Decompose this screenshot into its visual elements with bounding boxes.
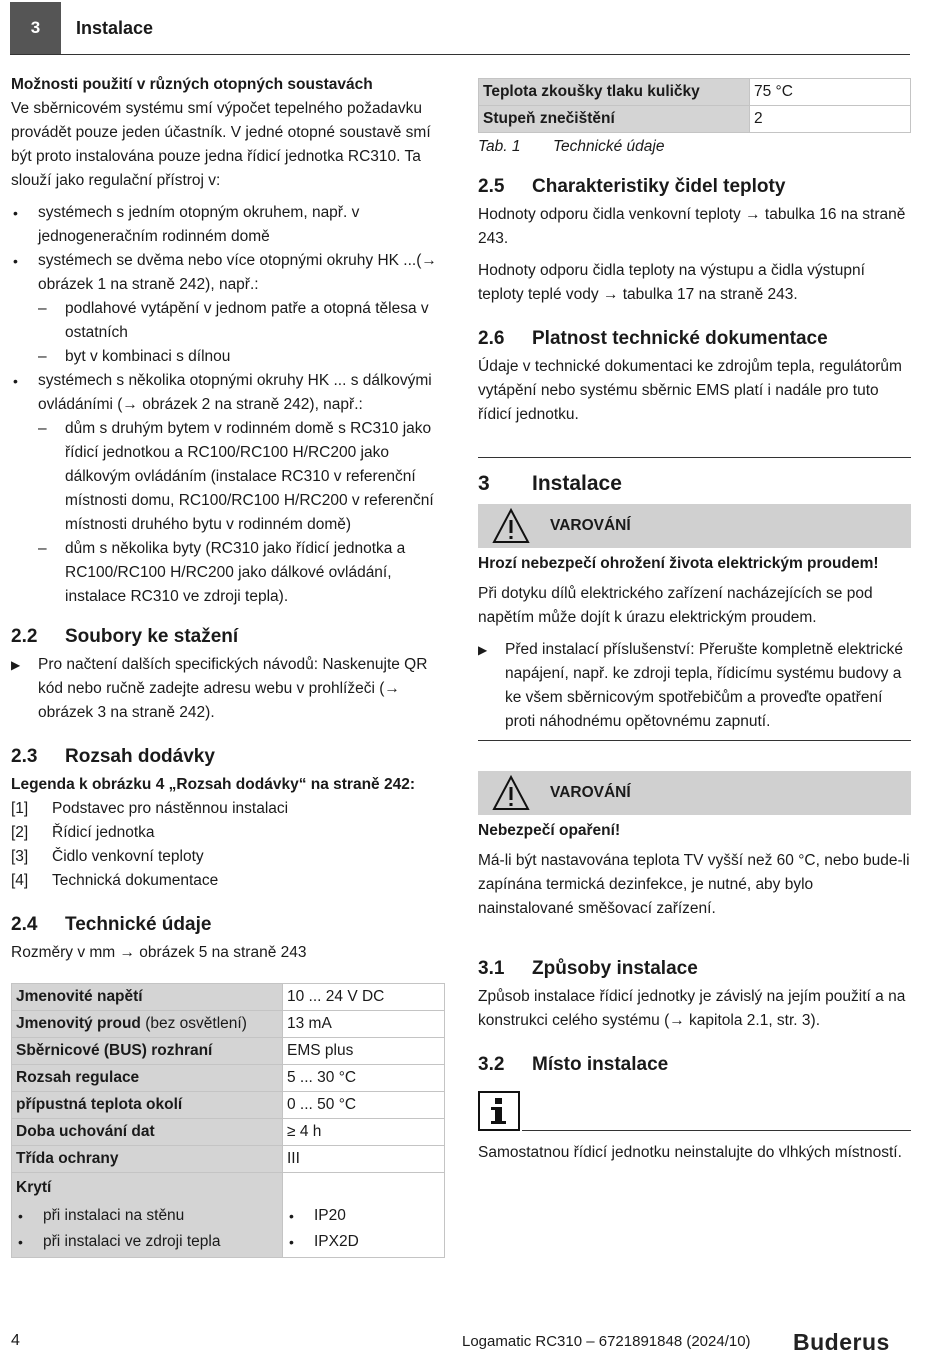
section-heading-3-1 <box>478 957 911 981</box>
technical-data-table-continued <box>478 78 911 133</box>
legend-text: Podstavec pro nástěnnou instalaci <box>52 800 289 817</box>
legend-item <box>11 845 446 869</box>
warning-heading: Nebezpečí opaření! <box>478 822 621 839</box>
legend-key: [4] <box>11 872 29 889</box>
table-value: 2 <box>750 106 911 133</box>
section-heading-2-5 <box>478 175 911 199</box>
table-row <box>12 1119 445 1146</box>
legend-heading: Legenda k obrázku 4 „Rozsah dodávky“ na straně 242: <box>11 776 415 793</box>
table-row <box>12 1173 445 1258</box>
section-number: 2.5 <box>478 176 505 197</box>
legend-text: Čidlo venkovní teploty <box>52 848 204 865</box>
usage-item-text: systémech s jedním otopným okruhem, např. v jednogeneračním rodinném domě <box>38 204 360 245</box>
chapter-number: 3 <box>10 2 61 54</box>
warning-triangle-icon <box>492 508 530 544</box>
technical-data-table <box>11 983 445 1258</box>
info-block <box>478 1091 911 1131</box>
section-number: 2.6 <box>478 328 505 349</box>
protection-list <box>16 1203 278 1255</box>
warning-heading: Hrozí nebezpečí ohrožení života elektrickým proudem! <box>478 555 879 572</box>
info-rule <box>522 1130 911 1131</box>
table-row <box>12 1146 445 1173</box>
table-value: 0 ... 50 °C <box>283 1092 445 1119</box>
legend-item <box>11 869 446 893</box>
chapter-title: Instalace <box>76 18 154 38</box>
warning-paragraph: Při dotyku dílů elektrického zařízení nacházejících se pod napětím může dojít k úrazu elektrickým proudem. <box>478 585 873 626</box>
legend-item <box>11 797 446 821</box>
legend-list <box>11 797 446 893</box>
usage-subitem: – byt v kombinaci s dílnou <box>38 345 446 369</box>
usage-sublist <box>38 417 446 609</box>
sensor-paragraph-1: Hodnoty odporu čidla venkovní teploty → tabulka 16 na straně 243. <box>478 206 906 247</box>
section-number: 3.1 <box>478 958 505 979</box>
table-label: Jmenovité napětí <box>12 984 283 1011</box>
warning-step <box>478 638 911 740</box>
section-title: Místo instalace <box>532 1054 669 1075</box>
table-value: 75 °C <box>750 79 911 106</box>
options-paragraph: Ve sběrnicovém systému smí výpočet tepelného požadavku provádět pouze jeden účastník. V jedné otopné soustavě smí být proto instalována pouze jedna řídicí jednotka RC310. Ta slouží jako regulační přístroj v: <box>11 100 431 189</box>
page-header <box>10 2 910 55</box>
step-text: Pro načtení dalších specifických návodů: Naskenujte QR kód nebo ručně zadejte adresu webu v prohlížeči (→ obrázek 3 na straně 242). <box>38 656 428 721</box>
section-heading-3-2 <box>478 1053 911 1077</box>
protection-value: • IPX2D <box>287 1229 440 1255</box>
options-heading: Možnosti použití v různých otopných soustavách <box>11 76 373 93</box>
usage-item-text: systémech s několika otopnými okruhy HK ... s dálkovými ovládáními (→ obrázek 2 na straně 242), např.: <box>38 372 432 413</box>
table-label-cell <box>12 1173 283 1258</box>
protection-value: • IP20 <box>287 1203 440 1229</box>
section-title: Soubory ke stažení <box>65 626 239 647</box>
table-label: Doba uchování dat <box>12 1119 283 1146</box>
warning-label: VAROVÁNÍ <box>550 784 631 801</box>
warning-banner-scalding <box>478 771 911 815</box>
chapter-title-inline: Instalace <box>532 472 622 495</box>
chapter-number-inline: 3 <box>478 472 490 495</box>
usage-subitem: – podlahové vytápění v jednom patře a otopná tělesa v ostatních <box>38 297 446 345</box>
info-paragraph: Samostatnou řídicí jednotku neinstalujte do vlhkých místností. <box>478 1144 902 1161</box>
table-row <box>12 984 445 1011</box>
section-heading-2-4 <box>11 913 446 937</box>
legend-key: [3] <box>11 848 29 865</box>
table-caption-number: Tab. 1 <box>478 138 521 155</box>
usage-sublist <box>38 297 446 369</box>
table-caption <box>478 135 911 159</box>
section-number: 2.4 <box>11 914 38 935</box>
section-heading-2-6 <box>478 327 911 351</box>
page-number: 4 <box>11 1332 20 1349</box>
download-step <box>11 653 446 725</box>
table-label: Rozsah regulace <box>12 1065 283 1092</box>
step-text: Před instalací příslušenství: Přerušte kompletně elektrické napájení, např. ke zdroji tepla, řídicímu systému budovy a ke všem sběrnicovým spotřebičům a proveďte opatření proti náhodnému opětovnému zapnutí. <box>505 641 904 730</box>
table-row <box>12 1011 445 1038</box>
table-row <box>479 106 911 133</box>
brand-logo: Buderus <box>793 1329 890 1355</box>
warning-banner-electric <box>478 504 911 548</box>
spacer <box>287 1175 440 1203</box>
protection-item: • při instalaci ve zdroji tepla <box>16 1229 278 1255</box>
dimensions-note: Rozměry v mm → obrázek 5 na straně 243 <box>11 944 307 961</box>
table-value: EMS plus <box>283 1038 445 1065</box>
table-value: 13 mA <box>283 1011 445 1038</box>
table-value: III <box>283 1146 445 1173</box>
right-column <box>478 78 911 1173</box>
section-number: 2.2 <box>11 626 38 647</box>
section-heading-2-3 <box>11 745 446 769</box>
table-label-cell <box>12 1011 283 1038</box>
table-row <box>12 1065 445 1092</box>
usage-subitem: – dům s několika byty (RC310 jako řídicí jednotka a RC100/RC100 H/RC200 jako dálkové ovládání, instalace RC310 ve zdroji tepla). <box>38 537 446 609</box>
divider <box>478 740 911 741</box>
usage-item-two-circuits <box>11 249 446 369</box>
section-title: Rozsah dodávky <box>65 746 215 767</box>
warning-triangle-icon <box>492 775 530 811</box>
section-title: Platnost technické dokumentace <box>532 328 828 349</box>
usage-item-single-circuit <box>11 201 446 249</box>
table-label: Sběrnicové (BUS) rozhraní <box>12 1038 283 1065</box>
table-value: ≥ 4 h <box>283 1119 445 1146</box>
table-row <box>12 1038 445 1065</box>
legend-text: Řídicí jednotka <box>52 824 155 841</box>
table-row <box>12 1092 445 1119</box>
table-value: 5 ... 30 °C <box>283 1065 445 1092</box>
legend-text: Technická dokumentace <box>52 872 219 889</box>
section-number: 3.2 <box>478 1054 505 1075</box>
table-label: přípustná teplota okolí <box>12 1092 283 1119</box>
chapter-heading-3 <box>478 457 911 496</box>
warning-paragraph: Má-li být nastavována teplota TV vyšší než 60 °C, nebo bude-li zapínána termická dezinfekce, je nutné, aby bylo nainstalované směšovací zařízení. <box>478 852 910 917</box>
table-label: Stupeň znečištění <box>479 106 750 133</box>
protection-item: • při instalaci na stěnu <box>16 1203 278 1229</box>
warning-label: VAROVÁNÍ <box>550 517 631 534</box>
installation-methods-paragraph: Způsob instalace řídicí jednotky je závislý na jejím použití a na konstrukci celého systému (→ kapitola 2.1, str. 3). <box>478 988 906 1029</box>
table-value: 10 ... 24 V DC <box>283 984 445 1011</box>
protection-values <box>287 1203 440 1255</box>
section-number: 2.3 <box>11 746 38 767</box>
legend-key: [1] <box>11 800 29 817</box>
usage-item-text: systémech se dvěma nebo více otopnými okruhy HK ...(→ obrázek 1 na straně 242), např.: <box>38 252 437 293</box>
section-title: Technické údaje <box>65 914 212 935</box>
usage-list <box>11 201 446 609</box>
document-reference: Logamatic RC310 – 6721891848 (2024/10) <box>462 1333 751 1350</box>
table-label-suffix: (bez osvětlení) <box>140 1015 247 1032</box>
legend-key: [2] <box>11 824 29 841</box>
table-label: Třída ochrany <box>12 1146 283 1173</box>
sensor-paragraph-2: Hodnoty odporu čidla teploty na výstupu a čidla výstupní teploty teplé vody → tabulka 17 na straně 243. <box>478 262 865 303</box>
usage-subitem: – dům s druhým bytem v rodinném domě s RC310 jako řídicí jednotkou a RC100/RC100 H/RC200 jako dálkovým ovládáním (instalace RC310 v referenční místnosti domu, RC100/RC100 H/RC200 v referenční místnosti druhého bytu v rodinném domě) <box>38 417 446 537</box>
section-title: Charakteristiky čidel teploty <box>532 176 786 197</box>
table-row <box>479 79 911 106</box>
legend-item <box>11 821 446 845</box>
table-label: Krytí <box>16 1179 52 1196</box>
usage-item-remote-controls <box>11 369 446 609</box>
left-column <box>11 72 446 1258</box>
table-caption-text: Technické údaje <box>553 138 665 155</box>
section-title: Způsoby instalace <box>532 958 698 979</box>
table-value-cell <box>283 1173 445 1258</box>
validity-paragraph: Údaje v technické dokumentaci ke zdrojům tepla, regulátorům vytápění nebo systému sběrnic EMS platí i nadále pro tuto řídicí jednotku. <box>478 358 902 423</box>
table-label: Jmenovitý proud <box>16 1015 141 1032</box>
section-heading-2-2 <box>11 625 446 649</box>
table-label: Teplota zkoušky tlaku kuličky <box>479 79 750 106</box>
info-icon <box>478 1091 520 1131</box>
